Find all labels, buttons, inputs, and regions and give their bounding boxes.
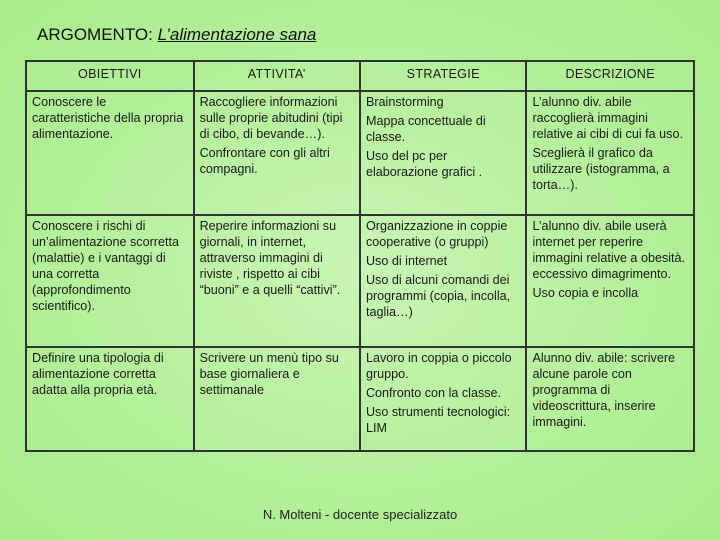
cell-text: Sceglierà il grafico da utilizzare (istogramma, a torta…). [532,146,670,192]
cell-text: Uso di internet [365,254,448,268]
cell-obiettivi [26,215,194,347]
cell-descrizione [526,347,694,451]
cell-attivita [194,91,360,215]
cell-attivita [194,215,360,347]
table-row [26,347,694,451]
cell-strategie [360,91,527,215]
header-obiettivi: OBIETTIVI [26,61,194,91]
cell-text: Raccogliere informazioni sulle proprie abitudini (tipi di cibo, di bevande…). [199,95,343,141]
cell-text: Uso strumenti tecnologici: LIM [365,405,511,435]
cell-descrizione [526,215,694,347]
cell-obiettivi [26,91,194,215]
cell-text: L’alunno div. abile raccoglierà immagini relative ai cibi di cui fa uso. [532,95,683,141]
cell-attivita [194,347,360,451]
cell-text: Lavoro in coppia o piccolo gruppo. [365,351,512,381]
cell-text: Organizzazione in coppie cooperative (o gruppi) [365,219,508,249]
cell-text: Confronto con la classe. [365,386,502,400]
page-title [37,25,316,45]
cell-text: Scrivere un menù tipo su base giornaliera e settimanale [199,351,339,397]
header-descrizione: DESCRIZIONE [526,61,694,91]
author-footer: N. Molteni - docente specializzato [262,507,458,522]
cell-text: Alunno div. abile: scrivere alcune parole con programma di videoscrittura, inserire immagini. [532,351,676,429]
cell-text: Conoscere i rischi di un’alimentazione scorretta (malattie) e i vantaggi di una corretta (approfondimento scientifico). [32,219,180,313]
cell-text: Reperire informazioni su giornali, in internet, attraverso immagini di riviste , rispetto ai cibi “buoni” e a quelli “cattivi”. [199,219,341,297]
cell-descrizione [526,91,694,215]
cell-text: L’alunno div. abile userà internet per reperire immagini relative a obesità. eccessivo dimagrimento. [532,219,686,281]
table-row [26,91,694,215]
cell-strategie [360,347,527,451]
header-row [26,61,694,91]
lesson-plan-table [25,60,695,452]
cell-text: Conoscere le caratteristiche della propria alimentazione. [32,95,184,141]
header-strategie: STRATEGIE [360,61,527,91]
cell-obiettivi [26,347,194,451]
title-topic: L’alimentazione sana [157,25,317,44]
table-row [26,215,694,347]
cell-text: Definire una tipologia di alimentazione corretta adatta alla propria età. [32,351,164,397]
cell-strategie [360,215,527,347]
cell-text: Confrontare con gli altri compagni. [199,146,330,176]
cell-text: Mappa concettuale di classe. [365,114,486,144]
cell-text: Uso del pc per elaborazione grafici . [365,149,483,179]
title-prefix: ARGOMENTO: [37,25,158,44]
cell-text: Uso copia e incolla [532,286,639,300]
cell-text: Uso di alcuni comandi dei programmi (copia, incolla, taglia…) [365,273,511,319]
cell-text: Brainstorming [365,95,444,109]
header-attivita: ATTIVITA’ [194,61,360,91]
